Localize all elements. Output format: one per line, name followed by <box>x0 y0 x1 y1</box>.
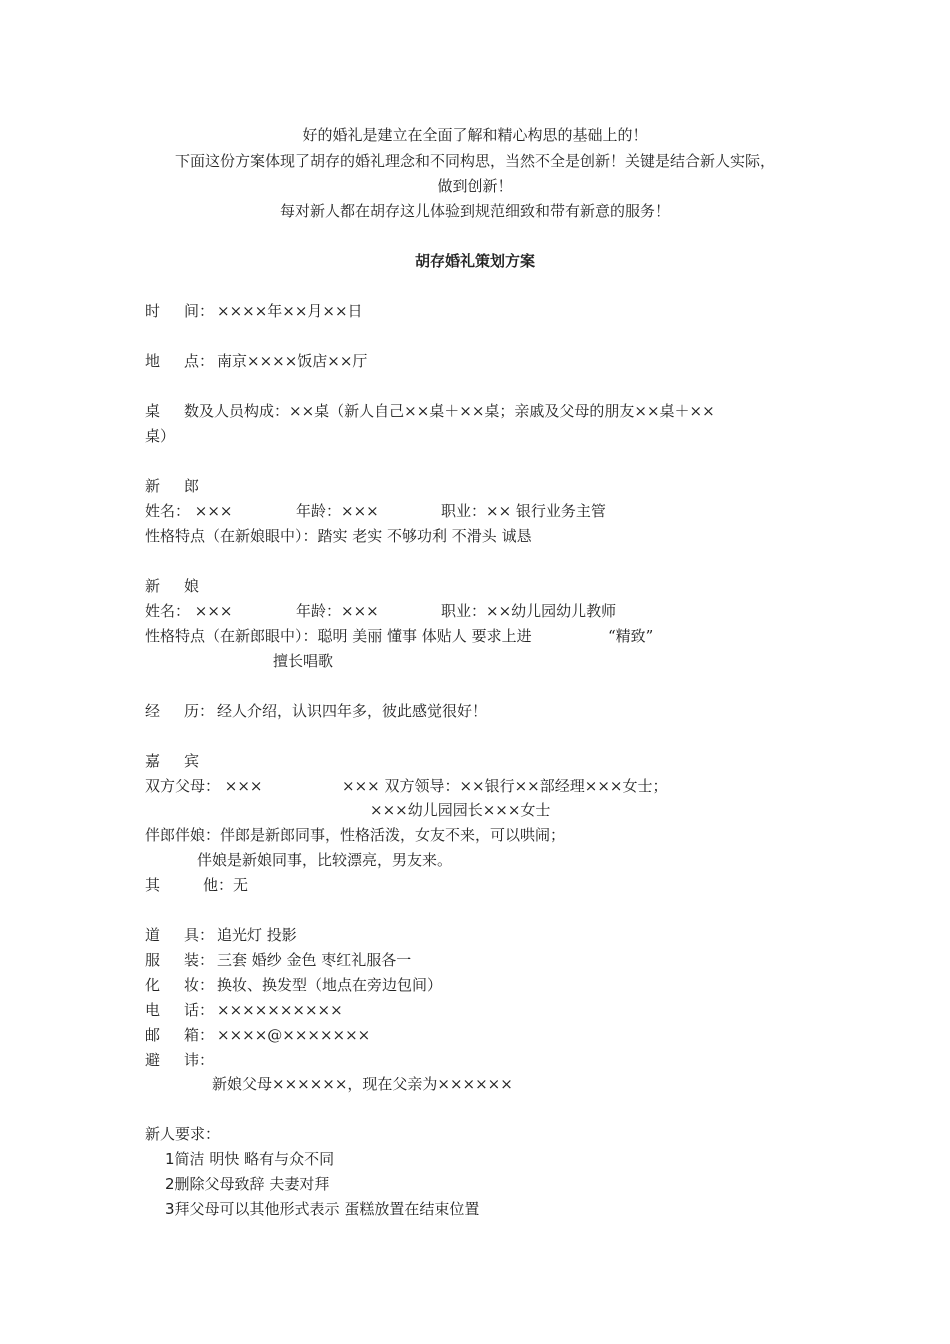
detail-value-props: 追光灯 投影 <box>217 926 297 944</box>
bride-traits-2: 擅长唱歌 <box>273 652 334 670</box>
bride-heading-b: 娘 <box>184 577 200 595</box>
request-number: 2 <box>165 1175 175 1193</box>
detail-label-b: 箱： <box>184 1026 215 1044</box>
detail-label-b: 装： <box>184 951 215 969</box>
request-item <box>165 1199 479 1219</box>
request-item <box>165 1174 329 1194</box>
guests-heading-b: 宾 <box>184 752 200 770</box>
detail-label-a: 道 <box>145 926 161 944</box>
detail-label-a: 邮 <box>145 1026 161 1044</box>
place-value: 南京××××饭店××厅 <box>217 352 368 370</box>
guests-attendants-1: 伴郎伴娘：伴郎是新郎同事，性格活泼，女友不来，可以哄闹； <box>145 826 566 844</box>
groom-name: 姓名： ××× <box>145 502 233 520</box>
detail-value-email: ××××@××××××× <box>217 1026 371 1044</box>
request-number: 3 <box>165 1200 175 1218</box>
groom-job: 职业：×× 银行业务主管 <box>441 502 606 520</box>
requests-heading: 新人要求： <box>145 1125 221 1143</box>
groom-age: 年龄：××× <box>296 502 379 520</box>
detail-value-makeup: 换妆、换发型（地点在旁边包间） <box>217 976 443 994</box>
detail-label-b: 妆： <box>184 976 215 994</box>
groom-heading-a: 新 <box>145 477 161 495</box>
history-value: 经人介绍，认识四年多，彼此感觉很好！ <box>217 702 488 720</box>
guests-parents-2: ××× 双方领导：××银行××部经理×××女士； <box>342 777 668 795</box>
time-label-a: 时 <box>145 302 161 320</box>
tables-line-1: 数及人员构成：××桌（新人自己××桌＋××桌；亲戚及父母的朋友××桌＋×× <box>184 402 715 420</box>
guests-parents: 双方父母： ××× <box>145 777 263 795</box>
groom-heading-b: 郎 <box>184 477 200 495</box>
detail-label-a: 电 <box>145 1001 161 1019</box>
detail-label-b: 话： <box>184 1001 215 1019</box>
bride-name: 姓名： ××× <box>145 602 233 620</box>
time-label-b: 间： <box>184 302 215 320</box>
detail-label-a: 服 <box>145 951 161 969</box>
guests-leader-2: ×××幼儿园园长×××女士 <box>370 801 551 819</box>
request-text: 简洁 明快 略有与众不同 <box>174 1150 335 1168</box>
detail-label-a: 化 <box>145 976 161 994</box>
history-label-b: 历： <box>184 702 215 720</box>
place-label-a: 地 <box>145 352 161 370</box>
request-item <box>165 1149 334 1169</box>
place-label-b: 点： <box>184 352 215 370</box>
groom-traits: 性格特点（在新娘眼中）：踏实 老实 不够功利 不滑头 诚恳 <box>145 527 532 545</box>
detail-value-attire: 三套 婚纱 金色 枣红礼服各一 <box>217 951 412 969</box>
intro-line-3: 做到创新！ <box>437 177 513 195</box>
intro-line-2: 下面这份方案体现了胡存的婚礼理念和不同构思，当然不全是创新！关键是结合新人实际， <box>174 152 775 170</box>
detail-label-a: 避 <box>145 1051 161 1069</box>
guests-other-b: 他：无 <box>203 876 249 894</box>
bride-heading-a: 新 <box>145 577 161 595</box>
tables-label-a: 桌 <box>145 402 161 420</box>
taboo-value: 新娘父母××××××，现在父亲为×××××× <box>212 1075 513 1093</box>
bride-age: 年龄：××× <box>296 602 379 620</box>
request-text: 删除父母致辞 夫妻对拜 <box>174 1175 330 1193</box>
intro-line-1: 好的婚礼是建立在全面了解和精心构思的基础上的！ <box>302 126 648 144</box>
detail-value-phone: ×××××××××× <box>217 1001 343 1019</box>
guests-attendants-2: 伴娘是新娘同事，比较漂亮，男友来。 <box>197 851 453 869</box>
tables-line-2: 桌） <box>145 427 176 445</box>
time-value: ××××年××月××日 <box>217 302 363 320</box>
intro-line-4: 每对新人都在胡存这儿体验到规范细致和带有新意的服务！ <box>279 202 670 220</box>
bride-traits-quote: “精致” <box>608 627 654 645</box>
guests-other-a: 其 <box>145 876 161 894</box>
bride-traits: 性格特点（在新郎眼中）：聪明 美丽 懂事 体贴人 要求上进 <box>145 627 532 645</box>
detail-label-b: 具： <box>184 926 215 944</box>
request-number: 1 <box>165 1150 175 1168</box>
detail-label-b: 讳： <box>184 1051 215 1069</box>
bride-job: 职业：××幼儿园幼儿教师 <box>441 602 617 620</box>
document-title: 胡存婚礼策划方案 <box>414 252 535 270</box>
guests-heading-a: 嘉 <box>145 752 161 770</box>
request-text: 拜父母可以其他形式表示 蛋糕放置在结束位置 <box>174 1200 480 1218</box>
history-label-a: 经 <box>145 702 161 720</box>
